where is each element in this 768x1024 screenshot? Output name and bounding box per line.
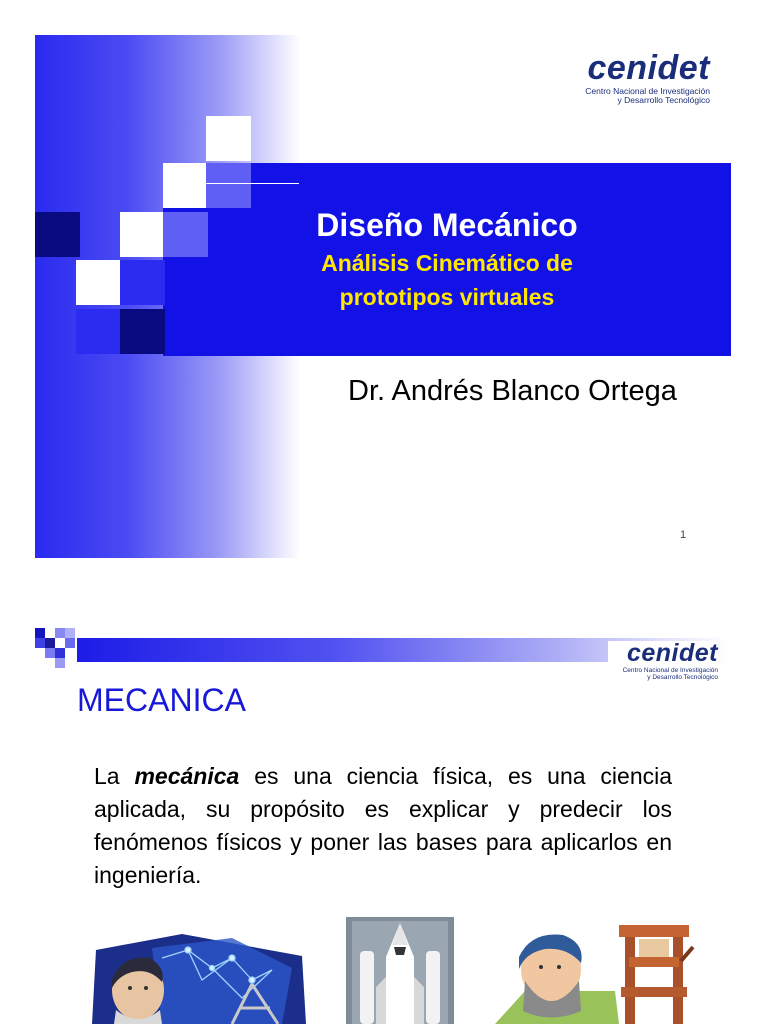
decor-square <box>65 638 75 648</box>
decor-square <box>76 260 121 305</box>
slide-subtitle-line-1: Análisis Cinemático de <box>321 250 573 276</box>
decor-square <box>76 309 121 354</box>
decor-square <box>55 648 65 658</box>
logo-tagline-2: y Desarrollo Tecnológico <box>647 673 718 681</box>
logo-tagline-1: Centro Nacional de Investigación <box>585 86 710 96</box>
decor-square <box>163 163 208 208</box>
decor-square <box>45 628 55 638</box>
logo-tagline-1: Centro Nacional de Investigación <box>622 667 718 674</box>
decor-square <box>65 628 75 638</box>
decor-square <box>206 116 251 161</box>
decor-square <box>120 309 165 354</box>
page-number: 1 <box>680 529 687 541</box>
content-slide <box>35 620 731 1024</box>
slide-title: Diseño Mecánico <box>316 207 578 243</box>
scientist-clipart <box>92 928 308 1024</box>
cenidet-logo <box>550 51 710 105</box>
printing-press-clipart <box>495 917 695 1024</box>
title-slide <box>35 35 731 558</box>
decor-square <box>45 638 55 648</box>
cenidet-logo <box>608 641 718 682</box>
author-name: Dr. Andrés Blanco Ortega <box>348 375 677 407</box>
decor-square <box>120 260 165 305</box>
body-text: es una ciencia física, es una ciencia aplicada, su propósito es explicar y predecir los fenómenos físicos y poner las bases para aplicarlos en ingeniería. <box>94 763 673 888</box>
decor-square <box>206 163 251 208</box>
divider-line <box>163 183 299 184</box>
body-paragraph <box>94 760 672 892</box>
decor-square <box>55 658 65 668</box>
decor-square <box>35 628 45 638</box>
logo-wordmark: cenidet <box>587 49 710 87</box>
slide-subtitle-line-2: prototipos virtuales <box>339 284 555 310</box>
logo-tagline-2: y Desarrollo Tecnológico <box>617 94 710 105</box>
decor-square <box>120 212 165 257</box>
space-shuttle-clipart <box>346 917 454 1024</box>
decor-square <box>35 212 80 257</box>
decor-square <box>45 648 55 658</box>
slide-heading: MECANICA <box>77 682 246 718</box>
body-term: mecánica <box>134 763 240 789</box>
decor-square <box>55 628 65 638</box>
decor-square <box>55 638 65 648</box>
decor-square <box>35 638 45 648</box>
logo-wordmark: cenidet <box>626 639 718 667</box>
body-lead: La <box>94 763 120 789</box>
